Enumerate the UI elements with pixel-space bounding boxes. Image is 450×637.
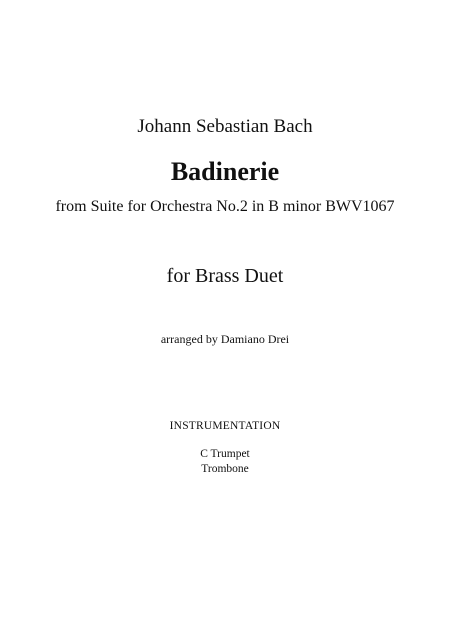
piece-title: Badinerie [170, 157, 280, 186]
composer-name: Johann Sebastian Bach [137, 116, 313, 137]
instrumentation-heading: INSTRUMENTATION [169, 420, 281, 432]
instrument-item-trumpet: C Trumpet [200, 448, 250, 460]
piece-subtitle: from Suite for Orchestra No.2 in B minor BWV1067 [55, 198, 395, 215]
instrument-list [0, 447, 450, 477]
arranger-credit: arranged by Damiano Drei [160, 332, 290, 346]
instrument-item-trombone: Trombone [201, 463, 249, 475]
ensemble-label: for Brass Duet [166, 265, 284, 287]
